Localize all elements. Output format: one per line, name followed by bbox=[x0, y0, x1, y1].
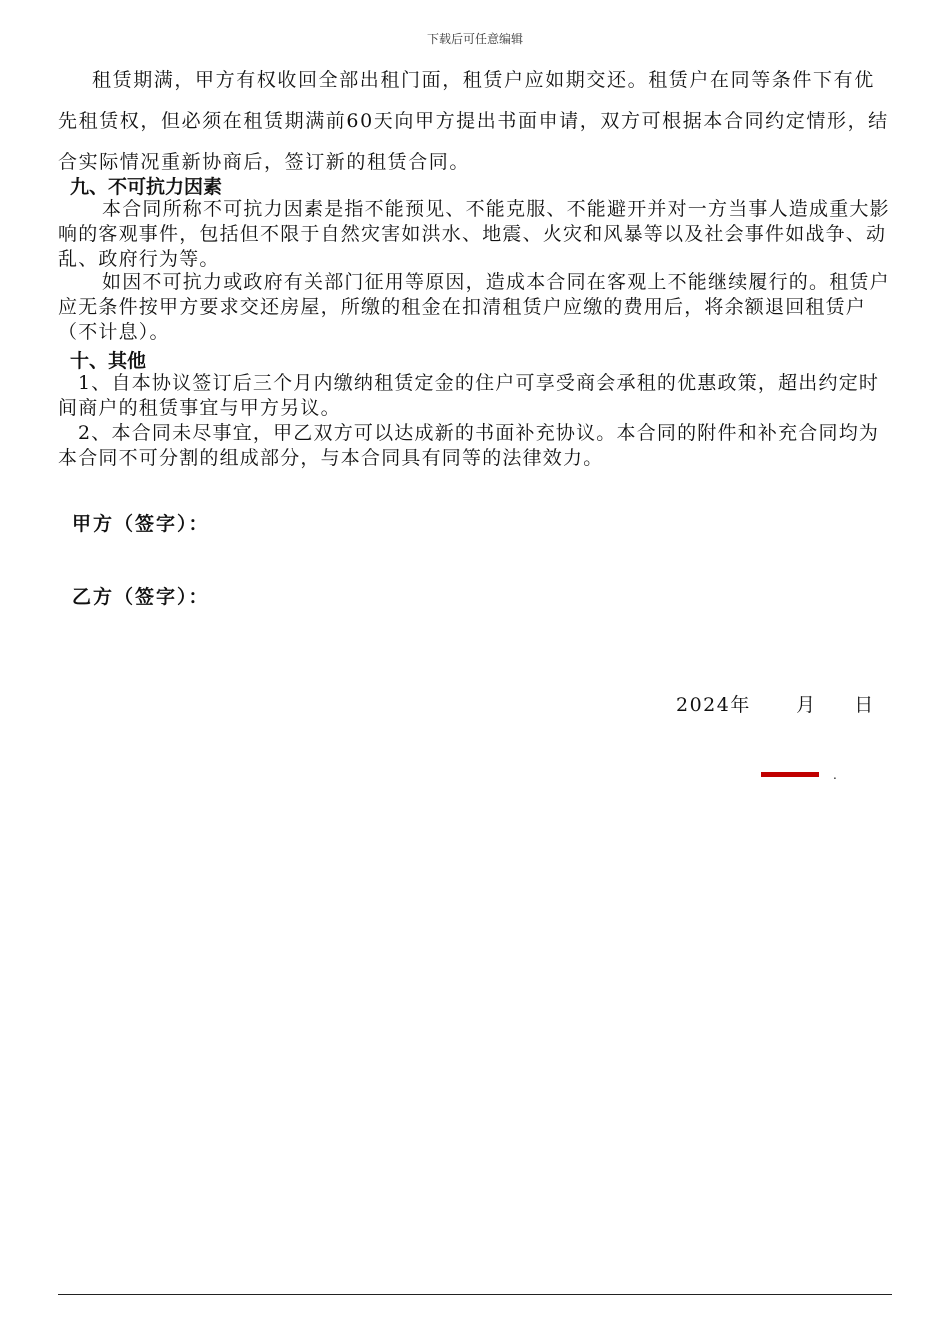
bottom-rule bbox=[58, 1294, 892, 1295]
section-9-paragraph-1: 本合同所称不可抗力因素是指不能预见、不能克服、不能避开并对一方当事人造成重大影响的客观事件，包括但不限于自然灾害如洪水、地震、火灾和风暴等以及社会事件如战争、动乱、政府行为等。 bbox=[58, 198, 890, 270]
red-bar-decoration bbox=[761, 772, 819, 777]
section-10-title: 十、其他 bbox=[70, 350, 147, 372]
section-9-title: 九、不可抗力因素 bbox=[70, 176, 223, 198]
paragraph-lease-end: 租赁期满，甲方有权收回全部出租门面，租赁户应如期交还。租赁户在同等条件下有优先租赁权，但必须在租赁期满前60天向甲方提出书面申请，双方可根据本合同约定情形，结合实际情况重新协商后，签订新的租赁合同。 bbox=[58, 69, 889, 173]
header-note: 下载后可任意编辑 bbox=[426, 32, 523, 46]
trailing-mark: . bbox=[833, 768, 837, 782]
date-line: 2024年 月 日 bbox=[676, 694, 875, 716]
section-10-paragraph-2: 2、本合同未尽事宜，甲乙双方可以达成新的书面补充协议。本合同的附件和补充合同均为本合同不可分割的组成部分，与本合同具有同等的法律效力。 bbox=[58, 422, 880, 469]
party-b-signature-label: 乙方（签字）： bbox=[72, 586, 210, 608]
party-a-signature-label: 甲方（签字）： bbox=[72, 513, 210, 535]
section-10-paragraph-1: 1、自本协议签订后三个月内缴纳租赁定金的住户可享受商会承租的优惠政策，超出约定时间商户的租赁事宜与甲方另议。 bbox=[58, 372, 880, 419]
section-9-paragraph-2: 如因不可抗力或政府有关部门征用等原因，造成本合同在客观上不能继续履行的。租赁户应无条件按甲方要求交还房屋，所缴的租金在扣清租赁户应缴的费用后，将余额退回租赁户（不计息）。 bbox=[58, 271, 890, 343]
